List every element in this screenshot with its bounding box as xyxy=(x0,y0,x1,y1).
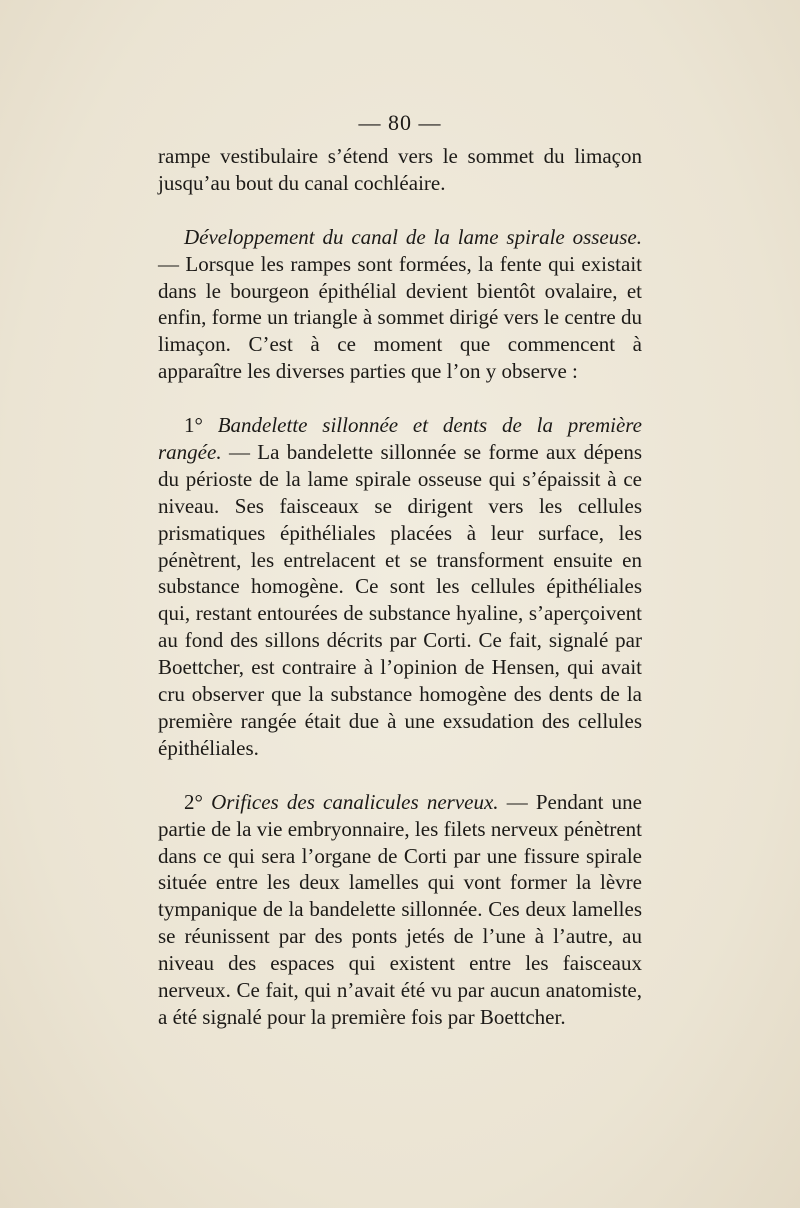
paragraph-text: — Pendant une partie de la vie embryonnaire, les filets nerveux pénètrent dans ce qui sera l’organe de Corti par une fissure spirale située entre les deux lamelles qui vont former la lèvre tympanique de la bandelette sillonnée. Ces deux lamelles se réunissent par des ponts jetés de l’une à l’autre, au niveau des espaces qui existent entre les faisceaux nerveux. Ce fait, qui n’avait été vu par aucun anatomiste, a été signalé pour la première fois par Boettcher. xyxy=(158,789,642,1029)
section-number: 2° xyxy=(184,789,212,814)
section-heading: Développement du canal de la lame spirale osseuse. xyxy=(184,224,642,249)
paragraph-lame-spirale xyxy=(158,224,642,385)
section-number: 1° xyxy=(184,413,218,438)
paragraph-text: rampe vestibulaire s’étend vers le sommet du limaçon jusqu’au bout du canal cochléaire. xyxy=(158,144,642,195)
section-heading: Bandelette sillonnée et dents de la première rangée. xyxy=(158,413,642,464)
section-heading: Orifices des canalicules nerveux. xyxy=(211,789,499,814)
paragraph-text: — Lorsque les rampes sont formées, la fente qui existait dans le bourgeon épithélial devient bientôt ovalaire, et enfin, forme un triangle à sommet dirigé vers le centre du limaçon. C’est à ce moment que commencent à apparaître les diverses parties que l’on y observe : xyxy=(158,251,642,384)
paragraph-continuation xyxy=(158,143,642,197)
page-number: — 80 — xyxy=(358,110,442,135)
body-text xyxy=(158,143,642,1031)
paragraph-orifices xyxy=(158,789,642,1031)
paragraph-text: — La bandelette sillonnée se forme aux dépens du périoste de la lame spirale osseuse qui s’épaissit à ce niveau. Ses faisceaux se dirigent vers les cellules prismatiques épithéliales placées à leur surface, les pénètrent, les entrelacent et se transforment ensuite en substance homogène. Ce sont les cellules épithéliales qui, restant entourées de substance hyaline, s’aperçoivent au fond des sillons décrits par Corti. Ce fait, signalé par Boettcher, est contraire à l’opinion de Hensen, qui avait cru observer que la substance homogène des dents de la première rangée était due à une exsudation des cellules épithéliales. xyxy=(158,439,642,760)
paragraph-bandelette xyxy=(158,412,642,762)
